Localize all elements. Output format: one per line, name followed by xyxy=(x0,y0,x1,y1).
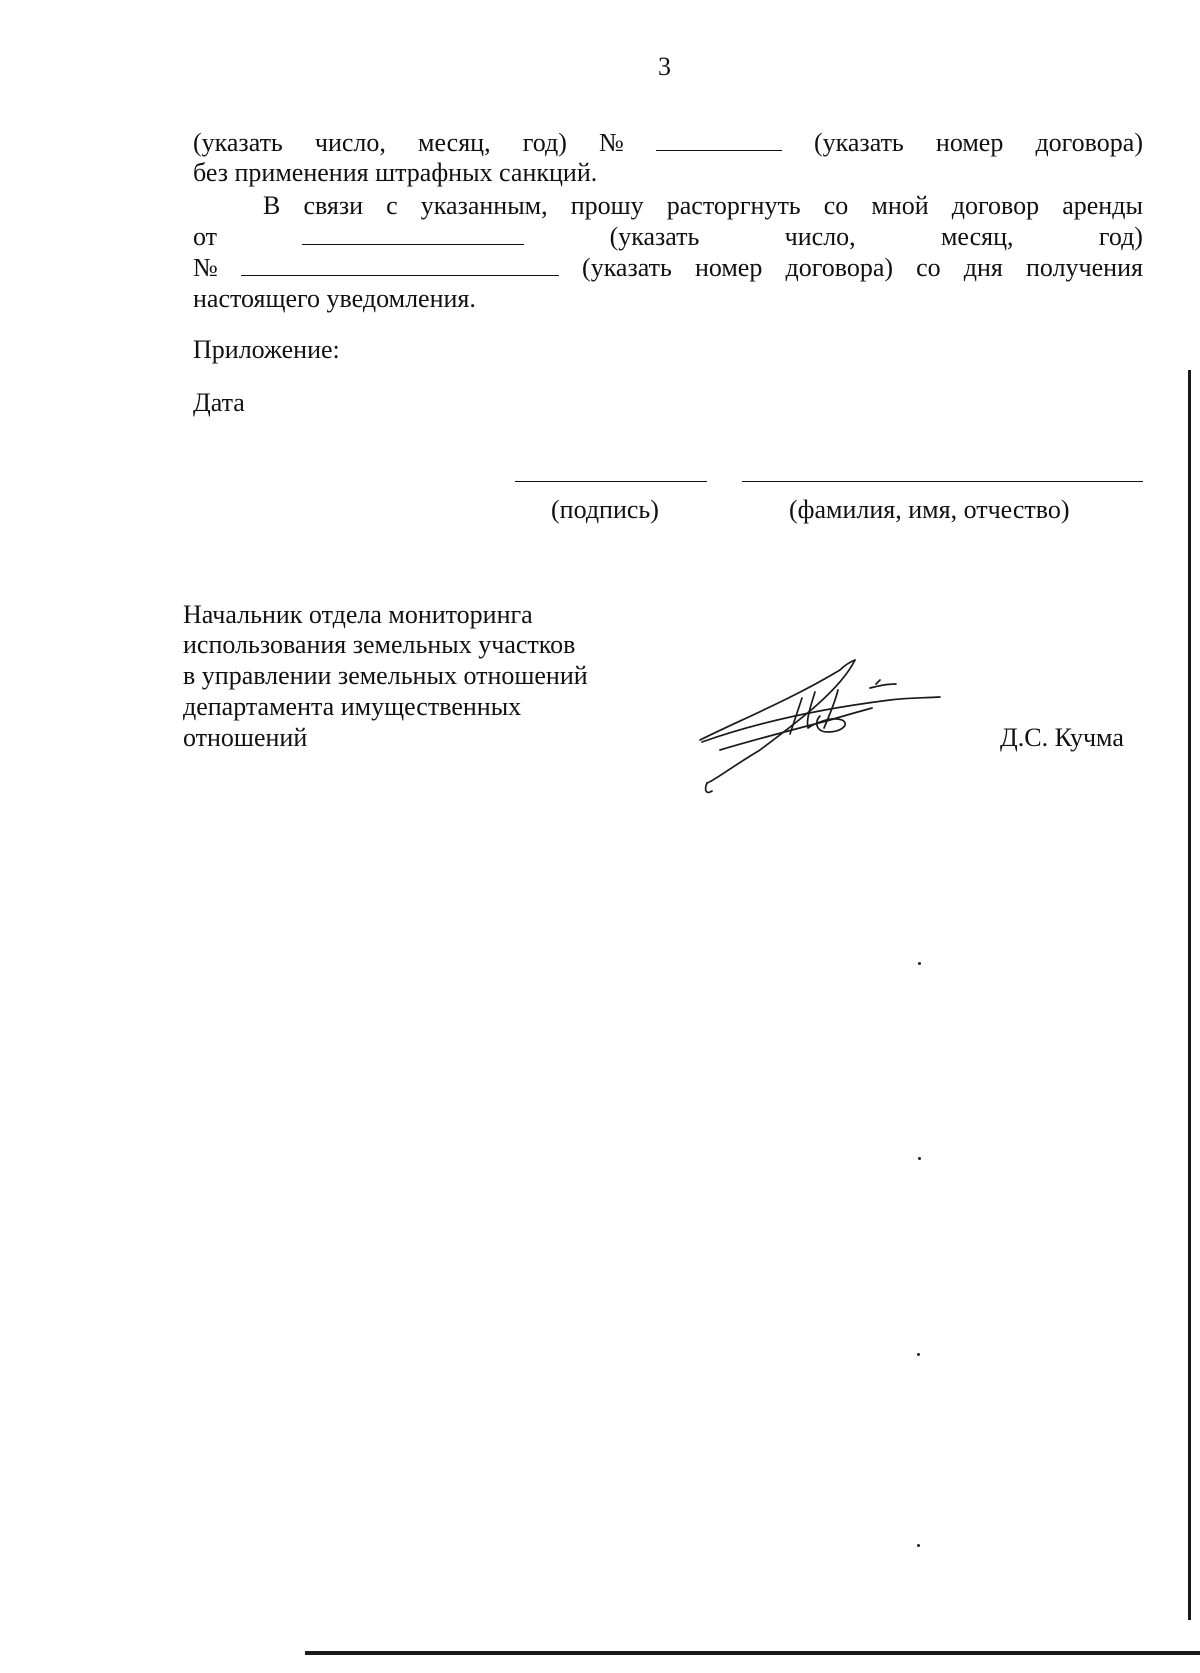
p1-word: договора) xyxy=(1035,128,1143,157)
date-label: Дата xyxy=(193,388,245,417)
p2-word: от xyxy=(193,222,218,251)
p1-word: номер xyxy=(935,128,1004,157)
official-title-line: в управлении земельных отношений xyxy=(183,661,588,690)
number-sign: № xyxy=(193,253,218,282)
paragraph-2-line-1 xyxy=(263,191,1143,221)
p2-word: аренды xyxy=(1062,191,1143,220)
paragraph-2-line-4: настоящего уведомления. xyxy=(193,284,476,313)
official-title-line: использования земельных участков xyxy=(183,630,576,659)
p2-word: получения xyxy=(1026,253,1143,282)
scan-speck xyxy=(918,962,921,965)
attachment-label: Приложение: xyxy=(193,335,340,364)
scan-edge-right xyxy=(1188,370,1191,1620)
official-title-line: отношений xyxy=(183,723,308,752)
p1-word: № xyxy=(598,128,624,157)
official-title-line: департамента имущественных xyxy=(183,692,522,721)
signature-line xyxy=(515,481,707,482)
p2-word: (указать xyxy=(582,253,672,282)
paragraph-1-line-2: без применения штрафных санкций. xyxy=(193,158,598,187)
p2-word: с xyxy=(386,191,398,220)
p2-word: указанным, xyxy=(420,191,548,220)
paragraph-1-line-1 xyxy=(193,128,1143,158)
p2-word: (указать xyxy=(609,222,700,251)
contract-number-blank xyxy=(656,130,782,151)
p2-word: номер xyxy=(694,253,763,282)
p2-word: договор xyxy=(951,191,1040,220)
contract-date-blank xyxy=(302,224,524,245)
p2-word: расторгнуть xyxy=(666,191,801,220)
p2-word: связи xyxy=(303,191,364,220)
p2-word: со xyxy=(916,253,941,282)
p2-word: со xyxy=(823,191,849,220)
p1-word: (указать xyxy=(814,128,904,157)
scan-edge-bottom xyxy=(305,1651,1200,1655)
signature-caption: (подпись) xyxy=(551,495,659,524)
p2-word: число, xyxy=(784,222,856,251)
p1-word: (указать xyxy=(193,128,283,157)
p2-word: год) xyxy=(1098,222,1143,251)
contract-number-blank-2 xyxy=(241,255,559,276)
scan-speck xyxy=(917,1544,920,1547)
p2-word: месяц, xyxy=(940,222,1014,251)
fio-line xyxy=(742,481,1143,482)
p2-word: В xyxy=(263,191,281,220)
p2-word: дня xyxy=(963,253,1003,282)
scan-speck xyxy=(918,1157,921,1160)
p1-word: месяц, xyxy=(418,128,491,157)
official-title-line: Начальник отдела мониторинга xyxy=(183,600,533,629)
p1-word: год) xyxy=(522,128,567,157)
official-name: Д.С. Кучма xyxy=(1000,723,1124,752)
p2-word: договора) xyxy=(785,253,894,282)
handwritten-signature xyxy=(690,650,950,800)
p1-word: число, xyxy=(314,128,386,157)
p2-word: прошу xyxy=(570,191,644,220)
page-number: 3 xyxy=(658,52,671,81)
scan-speck xyxy=(917,1353,920,1356)
p2-word: мной xyxy=(871,191,929,220)
paragraph-2-line-2 xyxy=(193,222,1143,252)
paragraph-2-line-3 xyxy=(193,253,1143,283)
fio-caption: (фамилия, имя, отчество) xyxy=(789,495,1070,524)
